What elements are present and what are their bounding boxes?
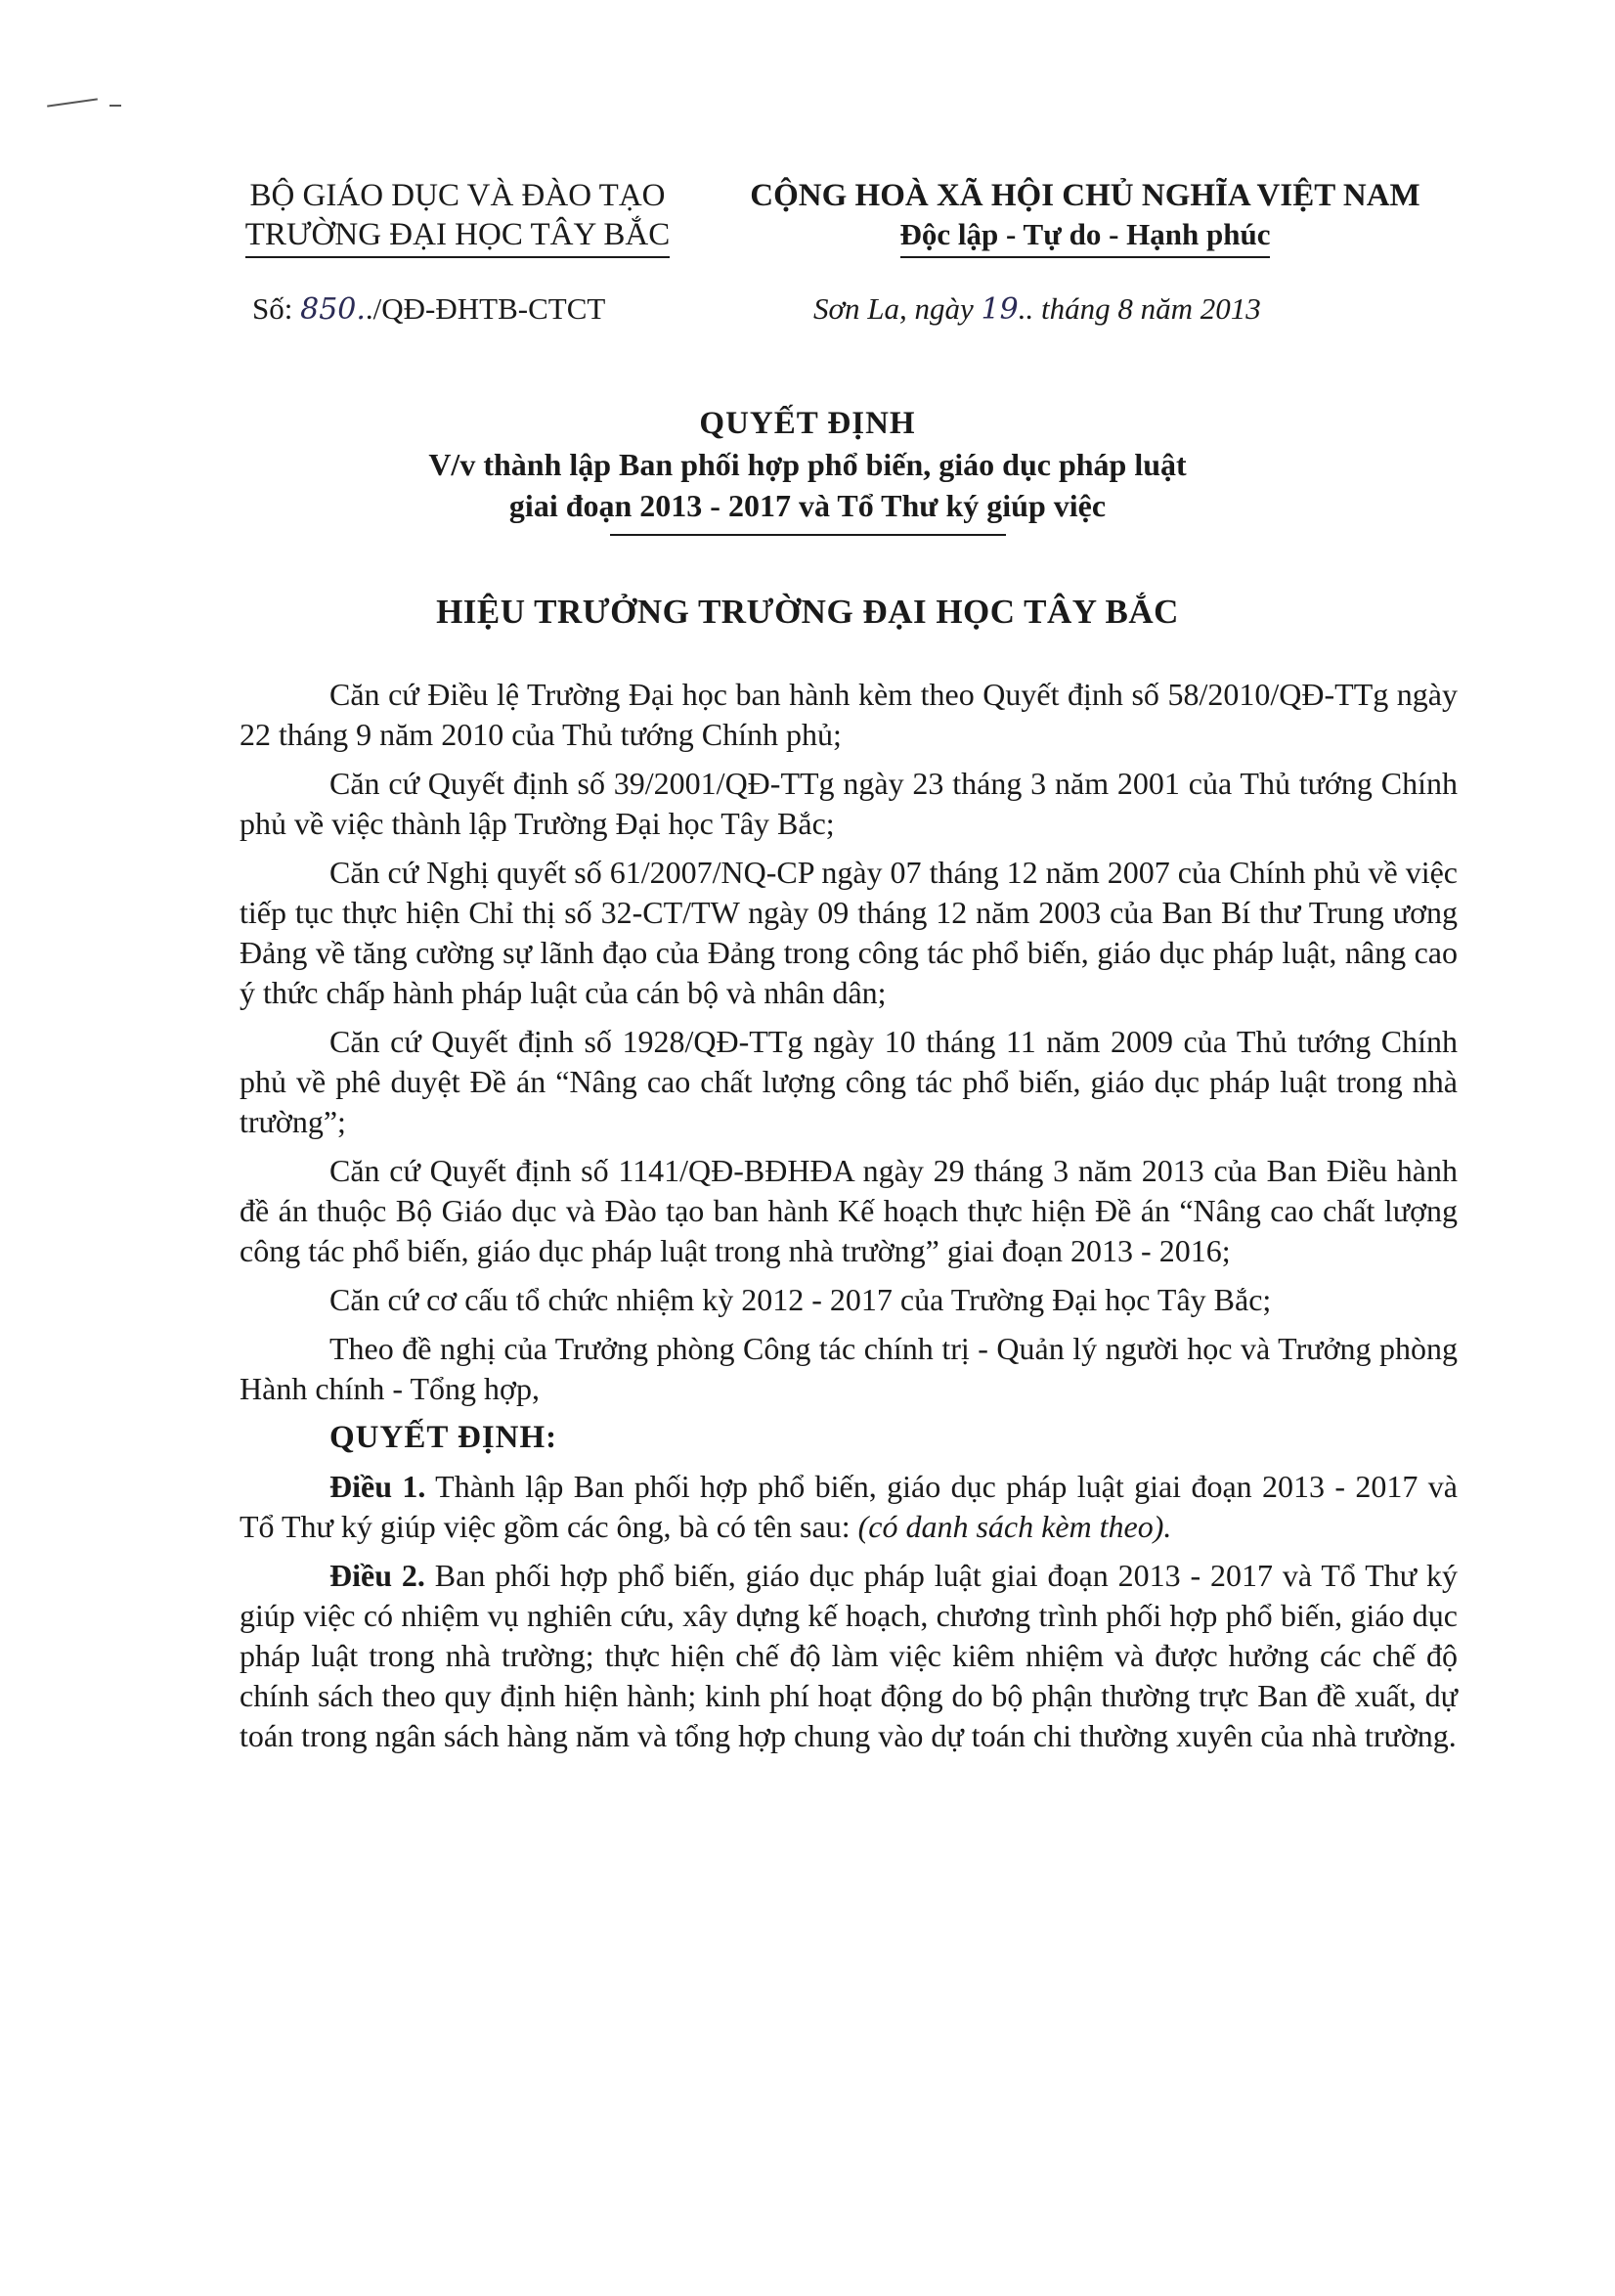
article-text: Ban phối hợp phổ biến, giáo dục pháp luật giai đoạn 2013 - 2017 và Tổ Thư ký giúp việc có nhiệm vụ nghiên cứu, xây dựng kế hoạch, chương trình phối hợp phổ biến, giáo dục pháp luật trong nhà trường; thực hiện chế độ làm việc kiêm nhiệm và được hưởng các chế độ chính sách theo quy định hiện hành; kinh phí hoạt động do bộ phận thường trực Ban đề xuất, dự toán trong ngân sách hàng năm và tổng hợp chung vào dự toán chi thường xuyên của nhà trường. <box>240 1558 1459 1753</box>
title-subject-line-2: giai đoạn 2013 - 2017 và Tổ Thư ký giúp việc <box>508 488 1107 523</box>
preamble-paragraph: Căn cứ cơ cấu tổ chức nhiệm kỳ 2012 - 2017 của Trường Đại học Tây Bắc; <box>329 1282 1272 1317</box>
issuer-title: HIỆU TRƯỞNG TRƯỜNG ĐẠI HỌC TÂY BẮC <box>436 593 1179 631</box>
preamble-paragraph: Căn cứ Quyết định số 1928/QĐ-TTg ngày 10 tháng 11 năm 2009 của Thủ tướng Chính phủ về phê duyệt Đề án “Nâng cao chất lượng công tác phổ biến, giáo dục pháp luật trong nhà trường”; <box>240 1024 1458 1139</box>
country-name: CỘNG HOÀ XÃ HỘI CHỦ NGHĨA VIỆT NAM <box>750 178 1420 213</box>
preamble-paragraph: Căn cứ Điều lệ Trường Đại học ban hành kèm theo Quyết định số 58/2010/QĐ-TTg ngày 22 tháng 9 năm 2010 của Thủ tướng Chính phủ; <box>240 677 1458 752</box>
article-note: (có danh sách kèm theo). <box>857 1509 1172 1544</box>
preamble-paragraph: Căn cứ Quyết định số 1141/QĐ-BĐHĐA ngày 29 tháng 3 năm 2013 của Ban Điều hành đề án thuộc Bộ Giáo dục và Đào tạo ban hành Kế hoạch thực hiện Đề án “Nâng cao chất lượng công tác phổ biến, giáo dục pháp luật trong nhà trường” giai đoạn 2013 - 2016; <box>240 1153 1458 1268</box>
document-title <box>221 403 1394 536</box>
document-body <box>240 675 1458 1765</box>
article-1 <box>240 1467 1458 1547</box>
national-motto: Độc lập - Tự do - Hạnh phúc <box>900 215 1271 258</box>
document-number: Số: 850../QĐ-ĐHTB-CTCT <box>252 291 606 327</box>
national-header <box>723 176 1447 258</box>
handwritten-number: 850. <box>300 292 366 327</box>
article-2 <box>240 1556 1458 1756</box>
decision-heading: QUYẾT ĐỊNH: <box>329 1420 558 1455</box>
handwritten-day: 19 <box>981 292 1019 327</box>
article-text: Thành lập Ban phối hợp phổ biến, giáo dục pháp luật giai đoạn 2013 - 2017 và Tổ Thư ký giúp việc gồm các ông, bà có tên sau: <box>240 1469 1458 1544</box>
issuing-body-header <box>223 176 692 258</box>
preamble-paragraph: Căn cứ Quyết định số 39/2001/QĐ-TTg ngày 23 tháng 3 năm 2001 của Thủ tướng Chính phủ về việc thành lập Trường Đại học Tây Bắc; <box>240 766 1458 841</box>
title-subject-line-1: V/v thành lập Ban phối hợp phổ biến, giáo dục pháp luật <box>428 447 1187 482</box>
preamble-paragraph: Căn cứ Nghị quyết số 61/2007/NQ-CP ngày 07 tháng 12 năm 2007 của Chính phủ về việc tiếp tục thực hiện Chỉ thị số 32-CT/TW ngày 09 tháng 12 năm 2003 của Ban Bí thư Trung ương Đảng về tăng cường sự lãnh đạo của Đảng trong công tác phổ biến, giáo dục pháp luật, nâng cao ý thức chấp hành pháp luật của cán bộ và nhân dân; <box>240 855 1458 1010</box>
article-label: Điều 1. <box>329 1469 426 1504</box>
title-main: QUYẾT ĐỊNH <box>699 406 916 441</box>
document-date: Sơn La, ngày 19.. tháng 8 năm 2013 <box>813 291 1261 327</box>
school-name: TRƯỜNG ĐẠI HỌC TÂY BẮC <box>245 215 670 258</box>
article-label: Điều 2. <box>329 1558 425 1593</box>
preamble-paragraph: Theo đề nghị của Trưởng phòng Công tác chính trị - Quản lý người học và Trưởng phòng Hành chính - Tổng hợp, <box>240 1331 1458 1406</box>
title-divider <box>610 534 1006 536</box>
scan-mark <box>47 98 98 107</box>
ministry-name: BỘ GIÁO DỤC VÀ ĐÀO TẠO <box>249 178 666 213</box>
scan-mark <box>109 105 121 107</box>
